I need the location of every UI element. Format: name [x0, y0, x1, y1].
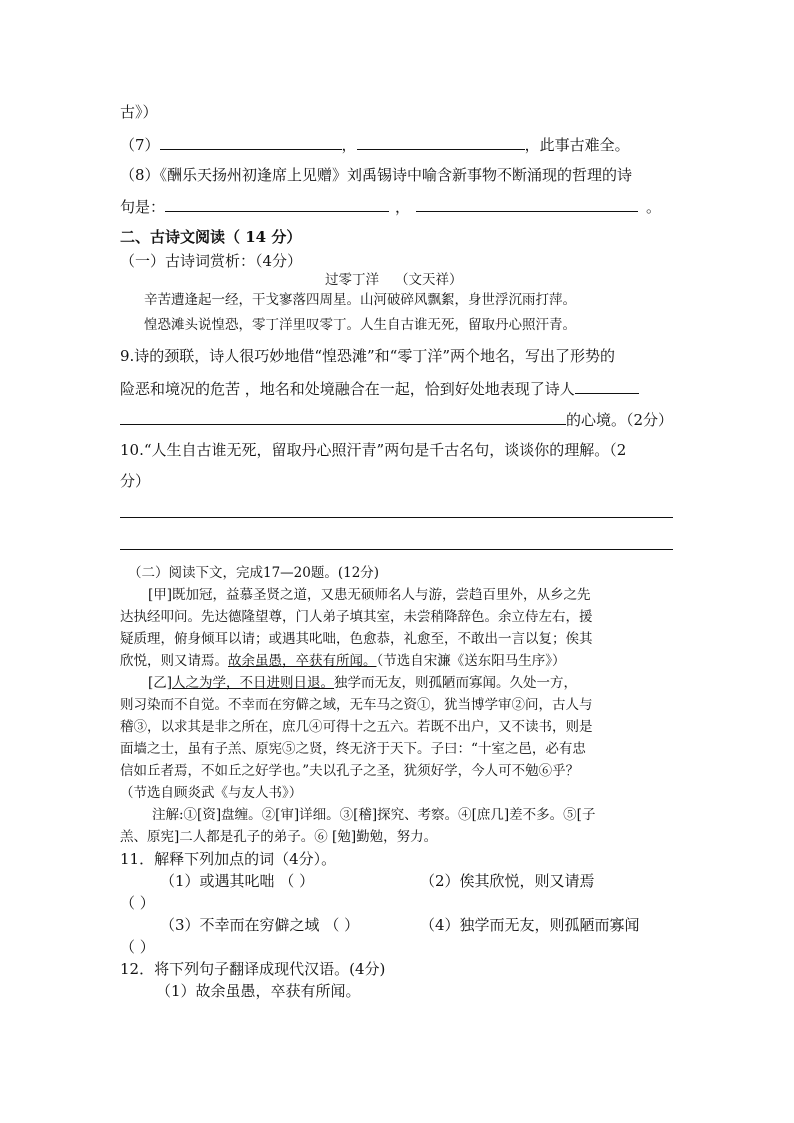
question-12-title: 12．将下列句子翻译成现代汉语。(4分)	[120, 960, 386, 978]
q9-tail: 的心境。（2分）	[566, 411, 674, 429]
question-11-item2: （2）俟其欣悦，则又请焉	[420, 872, 595, 890]
question-9-line1: 9.诗的颈联，诗人很巧妙地借“惶恐滩”和“零丁洋”两个地名，写出了形势的	[120, 347, 615, 365]
poem-line-2: 惶恐滩头说惶恐，零丁洋里叹零丁。人生自古谁无死，留取丹心照汗青。	[144, 317, 576, 333]
section-2-title: 二、古诗文阅读（ 14 分）	[120, 228, 302, 246]
question-9-line3	[120, 408, 673, 430]
poem-author: （文天祥）	[395, 272, 463, 288]
poem-title	[325, 270, 463, 290]
q8-blank-1[interactable]	[165, 195, 389, 212]
question-11-item4: （4）独学而无友，则孤陋而寡闻	[420, 916, 640, 934]
text-jia-line4	[120, 651, 566, 671]
q8-blank-2[interactable]	[416, 195, 638, 212]
question-11-item4-paren: （ ）	[120, 938, 155, 956]
q9-blank-2[interactable]	[120, 408, 566, 425]
question-11-item2-paren: （ ）	[120, 894, 155, 912]
question-9-line2	[120, 377, 639, 399]
q8-prefix: 句是：	[120, 198, 166, 216]
text-yi-line5: 信如丘者焉，不如丘之好学也。”夫以孔子之圣，犹须好学，今人可不勉⑥乎？	[120, 763, 580, 779]
notes-line2: 羔、原宪]二人都是孔子的弟子。⑥ [勉]勤勉，努力。	[120, 829, 438, 845]
q9-blank-1[interactable]	[575, 377, 639, 394]
yi-line1-b: 独学而无友，则孤陋而寡闻。久处一方，	[334, 675, 578, 691]
part-2-title: （二）阅读下文，完成17—20题。(12分)	[128, 565, 380, 581]
text-yi-line3: 稽③，以求其是非之所在，庶几④可得十之五六。若既不出户，又不读书，则是	[120, 719, 593, 735]
part-1-title: （一）古诗词赏析：（4分）	[120, 252, 303, 270]
text-yi-line2: 则习染而不自觉。不幸而在穷僻之域，无车马之资①，犹当博学审②问，古人与	[120, 697, 593, 713]
question-10-line2: 分）	[120, 472, 151, 490]
yi-label: [乙]	[148, 675, 173, 691]
q7-tail: ，此事古难全。	[524, 136, 630, 154]
yi-underlined-sentence: 人之为学，不日进则日退。	[172, 675, 335, 691]
question-10-line1: 10.“人生自古谁无死，留取丹心照汗青”两句是千古名句，谈谈你的理解。（2	[120, 441, 627, 459]
poem-title-text: 过零丁洋	[325, 272, 379, 288]
text-yi-line1	[148, 673, 577, 693]
q7-blank-2[interactable]	[357, 133, 525, 150]
question-11-title: 11．解释下列加点的词（4分）。	[120, 850, 337, 868]
q8-tail: 。	[646, 198, 662, 216]
q7-separator: ，	[341, 136, 357, 154]
question-11-item3: （3）不幸而在穷僻之域 （ ）	[160, 916, 360, 934]
question-12-item1: （1）故余虽愚，卒获有所闻。	[156, 982, 361, 1000]
q9-line2-text: 险恶和境况的危苦 ，地名和处境融合在一起，恰到好处地表现了诗人	[120, 380, 575, 398]
question-8-line1: （8）《酬乐天扬州初逢席上见赠》刘禹锡诗中喻含新事物不断涌现的哲理的诗	[120, 166, 633, 184]
answer-line-1[interactable]	[120, 517, 673, 518]
jia-underlined-sentence: 故余虽愚，卒获有所闻。	[228, 653, 377, 669]
question-11-item1: （1）或遇其叱咄 （ ）	[160, 872, 315, 890]
q8-separator: ，	[395, 198, 411, 216]
text-jia-line3: 疑质理，俯身倾耳以请；或遇其叱咄，色愈恭，礼愈至，不敢出一言以复；俟其	[120, 631, 593, 647]
poem-line-1: 辛苦遭逢起一经，干戈寥落四周星。山河破碎风飘絮，身世浮沉雨打萍。	[144, 292, 576, 308]
text-jia-line1: [甲]既加冠，益慕圣贤之道，又患无硕师名人与游，尝趋百里外，从乡之先	[148, 587, 591, 603]
text-yi-source: （节选自顾炎武《与友人书》）	[120, 785, 303, 801]
jia-source: （节选自宋濂《送东阳马生序》）	[376, 653, 566, 669]
text-yi-line4: 面墙之士，虽有子羔、原宪⑤之贤，终无济于天下。子曰：“十室之邑，必有忠	[120, 741, 586, 757]
jia-line4-a: 欣悦，则又请焉。	[120, 653, 228, 669]
question-7	[120, 133, 630, 155]
poem-tail: 古》）	[120, 103, 158, 121]
q7-blank-1[interactable]	[160, 133, 342, 150]
q7-number: （7）	[120, 136, 160, 154]
notes-line1: 注解:①[资]盘缠。②[审]详细。③[稽]探究、考察。④[庶几]差不多。⑤[子	[152, 807, 596, 823]
question-8-line2	[120, 195, 661, 217]
answer-line-2[interactable]	[120, 549, 673, 550]
text-jia-line2: 达执经叩问。先达德隆望尊，门人弟子填其室，未尝稍降辞色。余立侍左右，援	[120, 609, 593, 625]
